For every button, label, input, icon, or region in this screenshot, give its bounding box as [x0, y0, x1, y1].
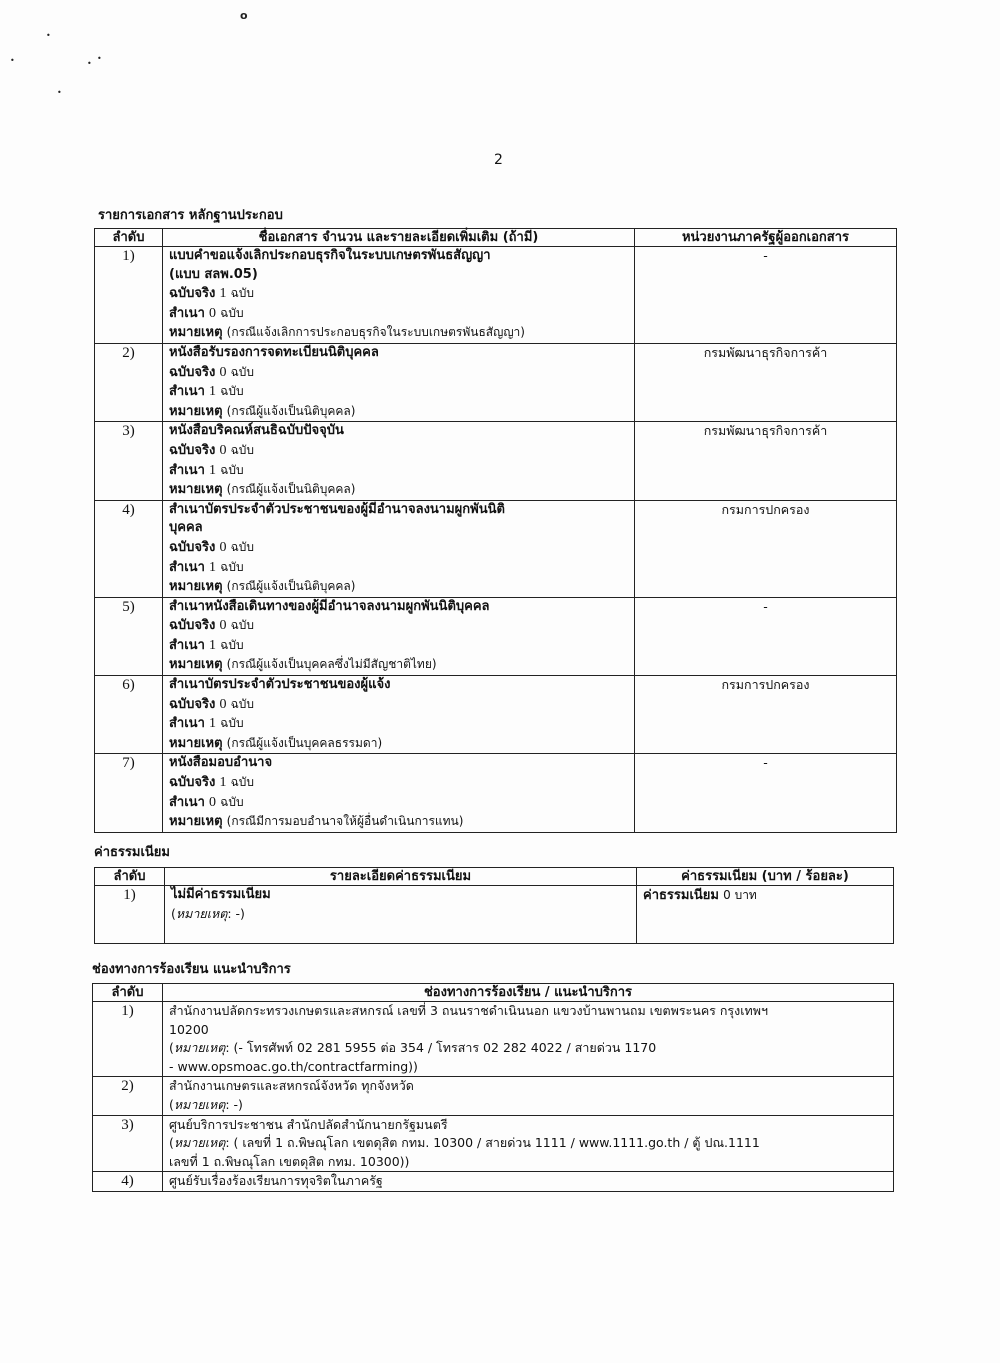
unit-label: ฉบับ [230, 539, 255, 554]
channel-text: ศูนย์รับเรื่องร้องเรียนการทุจริตในภาครัฐ [169, 1173, 383, 1189]
original-count: 0 [219, 364, 227, 380]
complaint-row-no: 1) [93, 1002, 163, 1077]
original-label: ฉบับจริง [169, 775, 216, 791]
fee-note-label: หมายเหตุ [175, 905, 228, 921]
complaints-header-no: ลำดับ [93, 984, 163, 1002]
document-note: (กรณีผู้แจ้งเป็นบุคคลธรรมดา) [226, 735, 383, 750]
fees-table [94, 867, 894, 944]
document-name: หนังสือรับรองการจดทะเบียนนิติบุคคล [169, 344, 379, 360]
document-name: สำเนาบัตรประจำตัวประชาชนของผู้มีอำนาจลงนามผูกพันนิติ [169, 501, 505, 517]
note-label: หมายเหตุ [169, 657, 223, 673]
unit-label: ฉบับ [220, 716, 244, 731]
copy-count: 0 [209, 305, 217, 321]
issuing-agency: - [635, 597, 897, 675]
channel-note: : ( เลขที่ 1 ถ.พิษณุโลก เขตดุสิต กทม. 10300 / สายด่วน 1111 / www.1111.go.th / ตู้ ปณ.1111 [225, 1135, 760, 1151]
fee-detail: ไม่มีค่าธรรมเนียม [171, 887, 271, 902]
unit-label: ฉบับ [230, 286, 255, 301]
complaint-channel-row: 3) ศูนย์บริการประชาชน สำนักปลัดสำนักนายกรัฐมนตรี (หมายเหตุ: ( เลขที่ 1 ถ.พิษณุโลก เขตดุสิต กทม. 10300 / สายด่วน 1111 / www.1111.go.th / ตู้ ปณ.1111 เลขที่ 1 ถ.พิษณุโลก เขตดุสิต กทม. 10300)) [93, 1115, 894, 1172]
copy-count: 1 [209, 559, 217, 575]
original-count: 1 [219, 286, 227, 302]
channel-note: - www.opsmoac.go.th/contractfarming)) [169, 1058, 418, 1074]
fees-header-row [95, 868, 894, 886]
documents-table [94, 228, 897, 833]
unit-label: ฉบับ [230, 442, 255, 457]
scan-speck: • [10, 56, 15, 65]
original-label: ฉบับจริง [169, 442, 216, 458]
channel-note: : (- โทรศัพท์ 02 281 5955 ต่อ 354 / โทรสาร 02 282 4022 / สายด่วน 1170 [225, 1040, 657, 1056]
unit-label: ฉบับ [230, 618, 255, 633]
copy-count: 1 [209, 716, 217, 732]
complaint-channel-row [93, 1172, 894, 1192]
channel-text: 10200 [169, 1021, 209, 1037]
original-count: 0 [219, 618, 227, 634]
original-label: ฉบับจริง [169, 364, 216, 380]
scan-speck: • [57, 88, 62, 97]
copy-label: สำเนา [169, 794, 205, 810]
channel-note-label: หมายเหตุ [173, 1135, 226, 1151]
document-note: (กรณีผู้แจ้งเป็นบุคคลซึ่งไม่มีสัญชาติไทย) [226, 657, 437, 672]
channel-text: สำนักงานเกษตรและสหกรณ์จังหวัด ทุกจังหวัด [169, 1078, 414, 1094]
document-name: สำเนาบัตรประจำตัวประชาชนของผู้แจ้ง [169, 677, 391, 693]
document-row-no: 1) [95, 247, 163, 344]
document-name: หนังสือมอบอำนาจ [169, 755, 273, 771]
note-label: หมายเหตุ [169, 814, 223, 830]
copy-label: สำเนา [169, 384, 205, 400]
header-document-name: ชื่อเอกสาร จำนวน และรายละเอียดเพิ่มเติม (ถ้ามี) [163, 229, 635, 247]
unit-label: ฉบับ [220, 559, 244, 574]
note-label: หมายเหตุ [169, 325, 223, 341]
copy-count: 1 [209, 462, 217, 478]
unit-label: ฉบับ [230, 696, 255, 711]
channel-text: สำนักงานปลัดกระทรวงเกษตรและสหกรณ์ เลขที่ 3 ถนนราชดำเนินนอก แขวงบ้านพานถม เขตพระนคร กรุงเทพฯ [169, 1003, 769, 1018]
complaint-channel-row: 1) สำนักงานปลัดกระทรวงเกษตรและสหกรณ์ เลขที่ 3 ถนนราชดำเนินนอก แขวงบ้านพานถม เขตพระนคร กรุงเทพฯ 10200 (หมายเหตุ: (- โทรศัพท์ 02 281 5955 ต่อ 354 / โทรสาร 02 282 4022 / สายด่วน 1170 - www.opsmoac.go.th/contractfarming)) [93, 1002, 894, 1077]
original-label: ฉบับจริง [169, 539, 216, 555]
issuing-agency: กรมพัฒนาธุรกิจการค้า [635, 343, 897, 421]
document-note: (กรณีผู้แจ้งเป็นนิติบุคคล) [226, 403, 356, 418]
channel-text: ศูนย์บริการประชาชน สำนักปลัดสำนักนายกรัฐมนตรี [169, 1116, 448, 1132]
document-note: (กรณีมีการมอบอำนาจให้ผู้อื่นดำเนินการแทน) [226, 814, 464, 829]
note-label: หมายเหตุ [169, 579, 223, 595]
fee-note-value: : - [227, 905, 241, 921]
scan-ring-mark: o [240, 9, 248, 22]
channel-note-label: หมายเหตุ [173, 1040, 226, 1056]
fee-amount: 0 บาท [723, 888, 757, 902]
document-row-no: 3) [95, 422, 163, 500]
original-count: 1 [219, 775, 227, 791]
channel-note: เลขที่ 1 ถ.พิษณุโลก เขตดุสิต กทม. 10300)) [169, 1153, 410, 1169]
document-row [95, 597, 897, 675]
header-no: ลำดับ [95, 229, 163, 247]
copy-label: สำเนา [169, 462, 205, 478]
fee-row-no: 1) [95, 886, 165, 944]
document-row [95, 422, 897, 500]
issuing-agency: กรมการปกครอง [635, 676, 897, 754]
document-row [95, 343, 897, 421]
header-issuing-agency: หน่วยงานภาครัฐผู้ออกเอกสาร [635, 229, 897, 247]
document-row-no: 7) [95, 754, 163, 832]
document-name: (แบบ สลพ.05) [169, 266, 258, 282]
copy-label: สำเนา [169, 559, 205, 575]
document-row-no: 6) [95, 676, 163, 754]
copy-label: สำเนา [169, 305, 205, 321]
fees-header-amount: ค่าธรรมเนียม (บาท / ร้อยละ) [637, 868, 894, 886]
document-row-no: 5) [95, 597, 163, 675]
fees-section-title: ค่าธรรมเนียม [94, 845, 170, 860]
complaint-channel-row: 2) สำนักงานเกษตรและสหกรณ์จังหวัด ทุกจังหวัด (หมายเหตุ: -) [93, 1077, 894, 1115]
complaints-table [92, 983, 894, 1192]
documents-header-row [95, 229, 897, 247]
document-row [95, 247, 897, 344]
scan-speck: • [46, 31, 51, 40]
note-label: หมายเหตุ [169, 735, 223, 751]
document-name: แบบคำขอแจ้งเลิกประกอบธุรกิจในระบบเกษตรพันธสัญญา [169, 248, 491, 263]
copy-count: 0 [209, 794, 217, 810]
original-count: 0 [219, 442, 227, 458]
original-count: 0 [219, 539, 227, 555]
fee-label: ค่าธรรมเนียม [643, 888, 719, 903]
unit-label: ฉบับ [230, 364, 255, 379]
note-label: หมายเหตุ [169, 403, 223, 419]
scan-speck: • [97, 54, 102, 63]
complaint-row-no: 3) [93, 1115, 163, 1172]
document-row [95, 676, 897, 754]
document-note: (กรณีผู้แจ้งเป็นนิติบุคคล) [226, 482, 356, 497]
scan-speck: • [87, 59, 92, 68]
document-note: (กรณีแจ้งเลิกการประกอบธุรกิจในระบบเกษตรพันธสัญญา) [226, 325, 525, 340]
original-label: ฉบับจริง [169, 286, 216, 302]
complaint-row-no: 2) [93, 1077, 163, 1115]
original-label: ฉบับจริง [169, 618, 216, 634]
complaints-header-row [93, 984, 894, 1002]
original-count: 0 [219, 696, 227, 712]
issuing-agency: - [635, 247, 897, 344]
complaints-section-title: ช่องทางการร้องเรียน แนะนำบริการ [92, 962, 291, 977]
unit-label: ฉบับ [220, 637, 244, 652]
complaints-header-channel: ช่องทางการร้องเรียน / แนะนำบริการ [163, 984, 894, 1002]
unit-label: ฉบับ [220, 794, 244, 809]
fees-header-detail: รายละเอียดค่าธรรมเนียม [165, 868, 637, 886]
document-name: หนังสือบริคณห์สนธิฉบับปัจจุบัน [169, 423, 344, 439]
note-label: หมายเหตุ [169, 482, 223, 498]
document-note: (กรณีผู้แจ้งเป็นนิติบุคคล) [226, 579, 356, 594]
unit-label: ฉบับ [230, 775, 255, 790]
document-row [95, 500, 897, 597]
original-label: ฉบับจริง [169, 696, 216, 712]
fees-header-no: ลำดับ [95, 868, 165, 886]
channel-note-label: หมายเหตุ [173, 1096, 226, 1112]
copy-label: สำเนา [169, 716, 205, 732]
fee-row: 1) ไม่มีค่าธรรมเนียม (หมายเหตุ: -) ค่าธรรมเนียม 0 บาท [95, 886, 894, 944]
issuing-agency: - [635, 754, 897, 832]
issuing-agency: กรมการปกครอง [635, 500, 897, 597]
unit-label: ฉบับ [220, 384, 244, 399]
channel-note: : -) [225, 1096, 243, 1112]
unit-label: ฉบับ [220, 462, 244, 477]
complaint-row-no: 4) [93, 1172, 163, 1192]
document-row-no: 2) [95, 343, 163, 421]
documents-section-title: รายการเอกสาร หลักฐานประกอบ [98, 208, 283, 223]
unit-label: ฉบับ [220, 305, 244, 320]
copy-count: 1 [209, 637, 217, 653]
issuing-agency: กรมพัฒนาธุรกิจการค้า [635, 422, 897, 500]
document-row-no: 4) [95, 500, 163, 597]
document-name: บุคคล [169, 520, 203, 536]
document-name: สำเนาหนังสือเดินทางของผู้มีอำนาจลงนามผูกพันนิติบุคคล [169, 598, 490, 614]
document-row [95, 754, 897, 832]
page-number: 2 [494, 152, 503, 168]
copy-label: สำเนา [169, 637, 205, 653]
copy-count: 1 [209, 384, 217, 400]
